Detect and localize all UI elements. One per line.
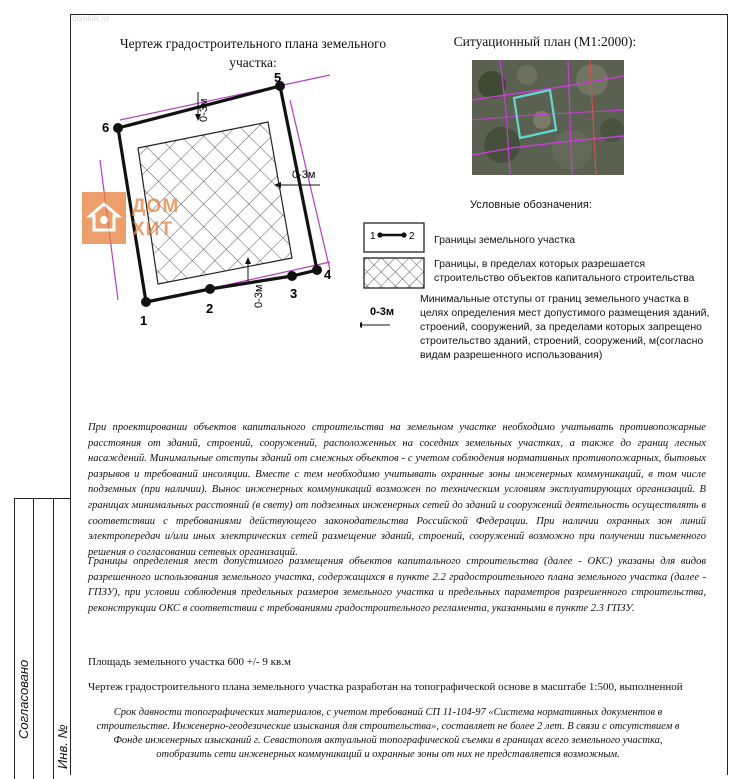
topo-note: Срок давности топографических материалов, с учетом требований СП 11-104-97 «Система нормативных документов в строительстве. Инженерно-геодезические изыскания для строительства», составляет не более 2 лет. В связи с отсутствием в Фонде инженерных изысканий г. Севастополя актуальной топографической съемки в границах всего земельного участка, отобразить сети инженерных коммуникаций и охранные зоны от них не представляется возможным. <box>96 707 680 760</box>
strip-divider <box>33 499 34 779</box>
agreed-label: Согласовано <box>16 659 31 739</box>
vertex-label: 1 <box>140 313 148 328</box>
house-icon <box>82 192 126 244</box>
logo-line2: ХИТ <box>132 219 173 240</box>
logo-line1: ДОМ <box>132 196 180 217</box>
offset-label: 0-3м <box>292 169 316 181</box>
watermark: domklik.ru <box>72 14 109 23</box>
cadastral-line <box>120 75 330 120</box>
legend-point-label: 2 <box>409 231 415 242</box>
legend-item-text: Границы земельного участка <box>434 234 576 246</box>
strip-divider <box>53 499 54 779</box>
vertex-point <box>205 284 215 294</box>
satellite-map <box>472 60 624 175</box>
legend-point-label: 1 <box>370 231 376 242</box>
vertex-label: 6 <box>102 120 110 135</box>
vertex-point <box>141 297 151 307</box>
vertex-label: 5 <box>274 70 282 85</box>
vertex-point <box>312 265 322 275</box>
stamp-strip <box>14 498 71 779</box>
situation-title: Ситуационный план (М1:2000): <box>453 34 637 49</box>
topo-base-line: Чертеж градостроительного плана земельного участка разработан на топографической основе в масштабе 1:500, выполненной <box>88 681 683 693</box>
inventory-label: Инв. № <box>55 724 70 769</box>
vertex-point <box>113 123 123 133</box>
offset-label: 0-3м <box>253 284 265 308</box>
legend-item-text: Минимальные отступы от границ земельного участка в целях определения мест допустимого размещения зданий, строений, сооружений, за пределами которых запрещено строительство зданий, строений, сооружений, м(согласно видам разрешенного использования) <box>420 293 710 361</box>
note-paragraph-2: Границы определения мест допустимого размещения объектов капитального строительства (далее - ОКС) указаны для видов разрешенного использования земельного участка, содержащихся в пункте 2.2 градостроительного плана земельного участка (далее - ГПЗУ), при условии соблюдения предельных размеров земельного участка и предельных параметров разрешенного строительства, реконструкции ОКС в соответствии с требованиями градостроительного регламента, указанными в пункте 2.3 ГПЗУ. <box>88 556 706 614</box>
legend-title: Условные обозначения: <box>470 199 592 211</box>
legend-item-text: Границы, в пределах которых разрешается строительство объектов капитального строительства <box>434 258 695 284</box>
legend-offset-label: 0-3м <box>370 306 395 318</box>
vertex-label: 3 <box>290 286 298 301</box>
offset-label: 0-3м <box>198 98 210 122</box>
note-paragraph-1: При проектировании объектов капитального строительства на земельном участке необходимо учитывать противопожарные расстояния от зданий, строений, сооружений, расположенных на соседних земельных участках, а также до границ лесных насаждений. Минимальные отступы зданий от смежных объектов - с учетом соблюдения нормативных противопожарных, бытовых разрывов и требований инсоляции. Вместе с тем необходимо учитывать охранные зоны инженерных коммуникаций, в том числе подземных (при наличии). Вынос инженерных коммуникаций возможен по техническим условиям эксплуатирующих организаций. В границах минимальных расстояний (в свету) от подземных инженерных сетей до зданий и сооружений деятельность осуществлять в соответствии с требованиями действующего законодательства Российской Федерации. При наличии охранных зон линий электропередач и/или иных электрических сетей размещение зданий, строений, сооружений возможно при получении письменного решения о согласовании сетевых организаций. <box>88 422 706 558</box>
vertex-point <box>287 271 297 281</box>
watermark-logo <box>72 192 204 244</box>
plot-area: Площадь земельного участка 600 +/- 9 кв.м <box>88 656 291 668</box>
vertex-label: 2 <box>206 301 214 316</box>
vertex-label: 4 <box>324 267 332 282</box>
plan-title: Чертеж градостроительного плана земельного участка: <box>119 36 387 70</box>
